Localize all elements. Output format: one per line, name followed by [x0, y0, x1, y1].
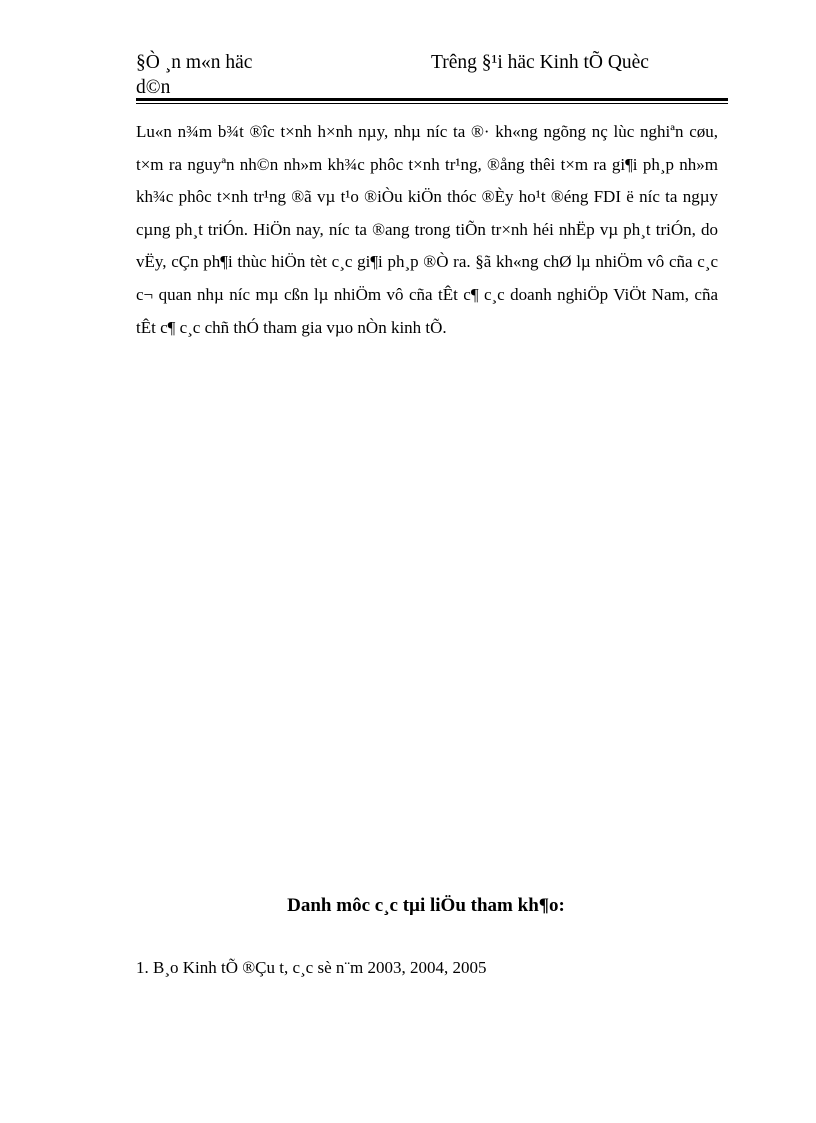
reference-item: 1. B¸o Kinh tÕ ®Çu t, c¸c sè n¨m 2003, 2004, 2005 — [136, 958, 487, 977]
references-title: Danh môc c¸c tµi liÖu tham kh¶o: — [287, 895, 565, 916]
header-right-text: Trêng §¹i häc Kinh tÕ Quèc — [431, 52, 649, 73]
header-rule-thin — [136, 103, 728, 104]
header-left-text: §Ò ¸n m«n häc d©n — [136, 52, 253, 98]
body-paragraph: Lu«n n¾m b¾t ®îc t×nh h×nh nµy, nhµ níc ta ®· kh«ng ngõng nç lùc nghiªn cøu, t×m ra nguyªn nh©n nh»m kh¾c phôc t×nh tr¹ng, ®ång thêi t×m ra gi¶i ph¸p nh»m kh¾c phôc t×nh tr¹ng ®ã vµ t¹o ®iÒu kiÖn thóc ®Èy ho¹t ®éng FDI ë níc ta ngµy cµng ph¸t triÓn. HiÖn nay, níc ta ®ang trong tiÕn tr×nh héi nhËp vµ ph¸t triÓn, do vËy, cÇn ph¶i thùc hiÖn tèt c¸c gi¶i ph¸p ®Ò ra. §ã kh«ng chØ lµ nhiÖm vô cña c¸c c¬ quan nhµ níc mµ cßn lµ nhiÖm vô cña tÊt c¶ c¸c doanh nghiÖp ViÖt Nam, cña tÊt c¶ c¸c chñ thÓ tham gia vµo nÒn kinh tÕ. — [136, 122, 718, 337]
header-rule-thick — [136, 98, 728, 101]
